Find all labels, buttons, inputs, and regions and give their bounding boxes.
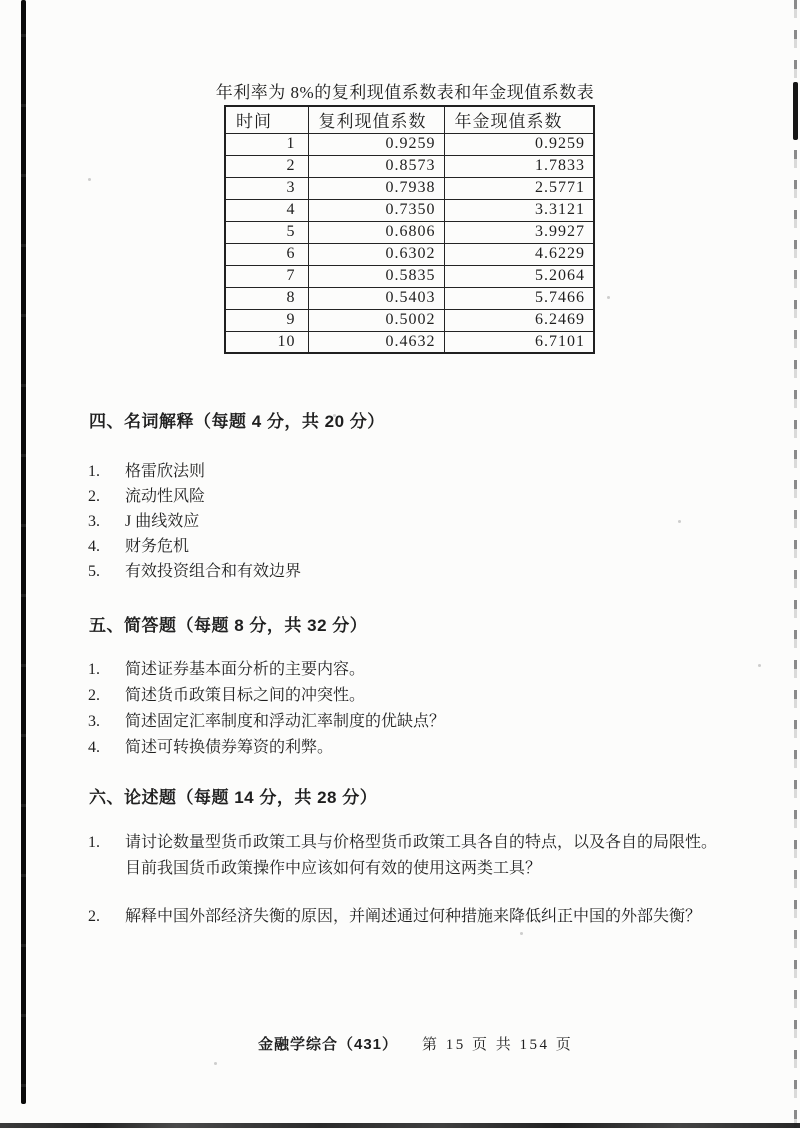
table-cell: 4.6229	[444, 243, 594, 265]
question-number: 1.	[88, 463, 100, 480]
table-row	[225, 243, 594, 265]
table-cell: 5.2064	[444, 265, 594, 287]
question-text-line: 有效投资组合和有效边界	[125, 563, 302, 580]
question-item	[88, 534, 301, 559]
question-item	[88, 683, 445, 709]
table-cell: 6.7101	[444, 331, 594, 353]
question-text	[125, 534, 189, 559]
table-cell: 2.5771	[444, 177, 594, 199]
pv-coefficient-table	[224, 105, 595, 354]
table-cell: 5.7466	[444, 287, 594, 309]
question-text-line: J 曲线效应	[125, 513, 200, 530]
question-item	[88, 484, 301, 509]
table-row	[225, 199, 594, 221]
question-text	[125, 459, 205, 484]
scan-edge-band-bottom	[0, 1123, 800, 1128]
table-row	[225, 133, 594, 155]
table-cell: 0.7938	[308, 177, 444, 199]
question-number: 2.	[88, 687, 100, 704]
table-row	[225, 221, 594, 243]
question-number: 2.	[88, 908, 100, 925]
question-item	[88, 559, 301, 584]
table-row	[225, 155, 594, 177]
table-cell: 8	[225, 287, 308, 309]
question-number: 5.	[88, 563, 100, 580]
footer-course-label: 金融学综合（431）	[258, 1036, 399, 1053]
table-cell: 1	[225, 133, 308, 155]
scan-speck	[678, 520, 681, 523]
table-cell: 0.9259	[444, 133, 594, 155]
question-text-line: 请讨论数量型货币政策工具与价格型货币政策工具各自的特点，以及各自的局限性。	[125, 834, 718, 851]
question-number: 3.	[88, 713, 100, 730]
question-item	[88, 459, 301, 484]
question-text-line: 简述可转换债券筹资的利弊。	[125, 739, 334, 756]
question-text	[125, 830, 717, 882]
table-cell: 0.9259	[308, 133, 444, 155]
table-cell: 0.6302	[308, 243, 444, 265]
question-text-line: 简述货币政策目标之间的冲突性。	[125, 687, 366, 704]
scan-speck	[607, 296, 610, 299]
question-text-line: 简述固定汇率制度和浮动汇率制度的优缺点？	[125, 713, 446, 730]
table-cell: 0.7350	[308, 199, 444, 221]
table-cell: 0.5403	[308, 287, 444, 309]
question-text-line: 格雷欣法则	[125, 463, 206, 480]
table-row	[225, 331, 594, 353]
question-list-terms	[88, 459, 301, 584]
footer-page-number: 第 15 页 共 154 页	[422, 1037, 574, 1053]
question-text	[125, 683, 365, 709]
question-text	[125, 559, 301, 584]
scan-speck	[88, 178, 91, 181]
question-text-line: 简述证券基本面分析的主要内容。	[125, 661, 366, 678]
question-number: 1.	[88, 834, 100, 851]
section-heading-essay: 六、论述题（每题 14 分，共 28 分）	[89, 788, 378, 807]
question-text-line: 流动性风险	[125, 488, 206, 505]
table-cell: 4	[225, 199, 308, 221]
question-text-line: 财务危机	[125, 538, 190, 555]
table-cell: 6	[225, 243, 308, 265]
scan-speck	[214, 1062, 217, 1065]
question-list-essay	[88, 830, 717, 930]
table-row	[225, 265, 594, 287]
table-column-header: 复利现值系数	[308, 106, 444, 133]
table-cell: 3.9927	[444, 221, 594, 243]
table-row	[225, 287, 594, 309]
question-item	[88, 657, 445, 683]
table-cell: 9	[225, 309, 308, 331]
table-cell: 5	[225, 221, 308, 243]
question-number: 4.	[88, 739, 100, 756]
table-row	[225, 309, 594, 331]
table-cell: 0.5002	[308, 309, 444, 331]
section-heading-short-answer: 五、简答题（每题 8 分，共 32 分）	[89, 616, 368, 635]
question-text	[125, 709, 445, 735]
table-column-header: 年金现值系数	[444, 106, 594, 133]
question-item	[88, 709, 445, 735]
question-number: 4.	[88, 538, 100, 555]
question-text	[125, 657, 365, 683]
table-cell: 2	[225, 155, 308, 177]
question-item	[88, 904, 717, 930]
question-number: 2.	[88, 488, 100, 505]
table-cell: 0.8573	[308, 155, 444, 177]
question-text-line: 目前我国货币政策操作中应该如何有效的使用这两类工具？	[125, 860, 542, 877]
question-text	[125, 509, 199, 534]
question-item	[88, 735, 445, 761]
question-number: 3.	[88, 513, 100, 530]
table-cell: 0.6806	[308, 221, 444, 243]
scan-speck	[520, 932, 523, 935]
scan-edge-line-right	[794, 0, 797, 1129]
table-cell: 1.7833	[444, 155, 594, 177]
table-cell: 10	[225, 331, 308, 353]
question-text-line: 解释中国外部经济失衡的原因，并阐述通过何种措施来降低纠正中国的外部失衡？	[125, 908, 702, 925]
scan-speck	[758, 664, 761, 667]
table-column-header: 时间	[225, 106, 308, 133]
table-cell: 0.4632	[308, 331, 444, 353]
question-list-short-answer	[88, 657, 445, 761]
scan-edge-line-left	[21, 0, 26, 1104]
question-item	[88, 509, 301, 534]
section-heading-terms: 四、名词解释（每题 4 分，共 20 分）	[89, 412, 385, 431]
table-title: 年利率为 8%的复利现值系数表和年金现值系数表	[215, 83, 595, 102]
table-cell: 3.3121	[444, 199, 594, 221]
question-text	[125, 904, 701, 930]
table-cell: 3	[225, 177, 308, 199]
table-cell: 0.5835	[308, 265, 444, 287]
table-cell: 6.2469	[444, 309, 594, 331]
table-cell: 7	[225, 265, 308, 287]
table-header-row	[225, 106, 594, 133]
table-row	[225, 177, 594, 199]
question-text	[125, 735, 333, 761]
question-item	[88, 830, 717, 882]
question-text	[125, 484, 205, 509]
question-number: 1.	[88, 661, 100, 678]
